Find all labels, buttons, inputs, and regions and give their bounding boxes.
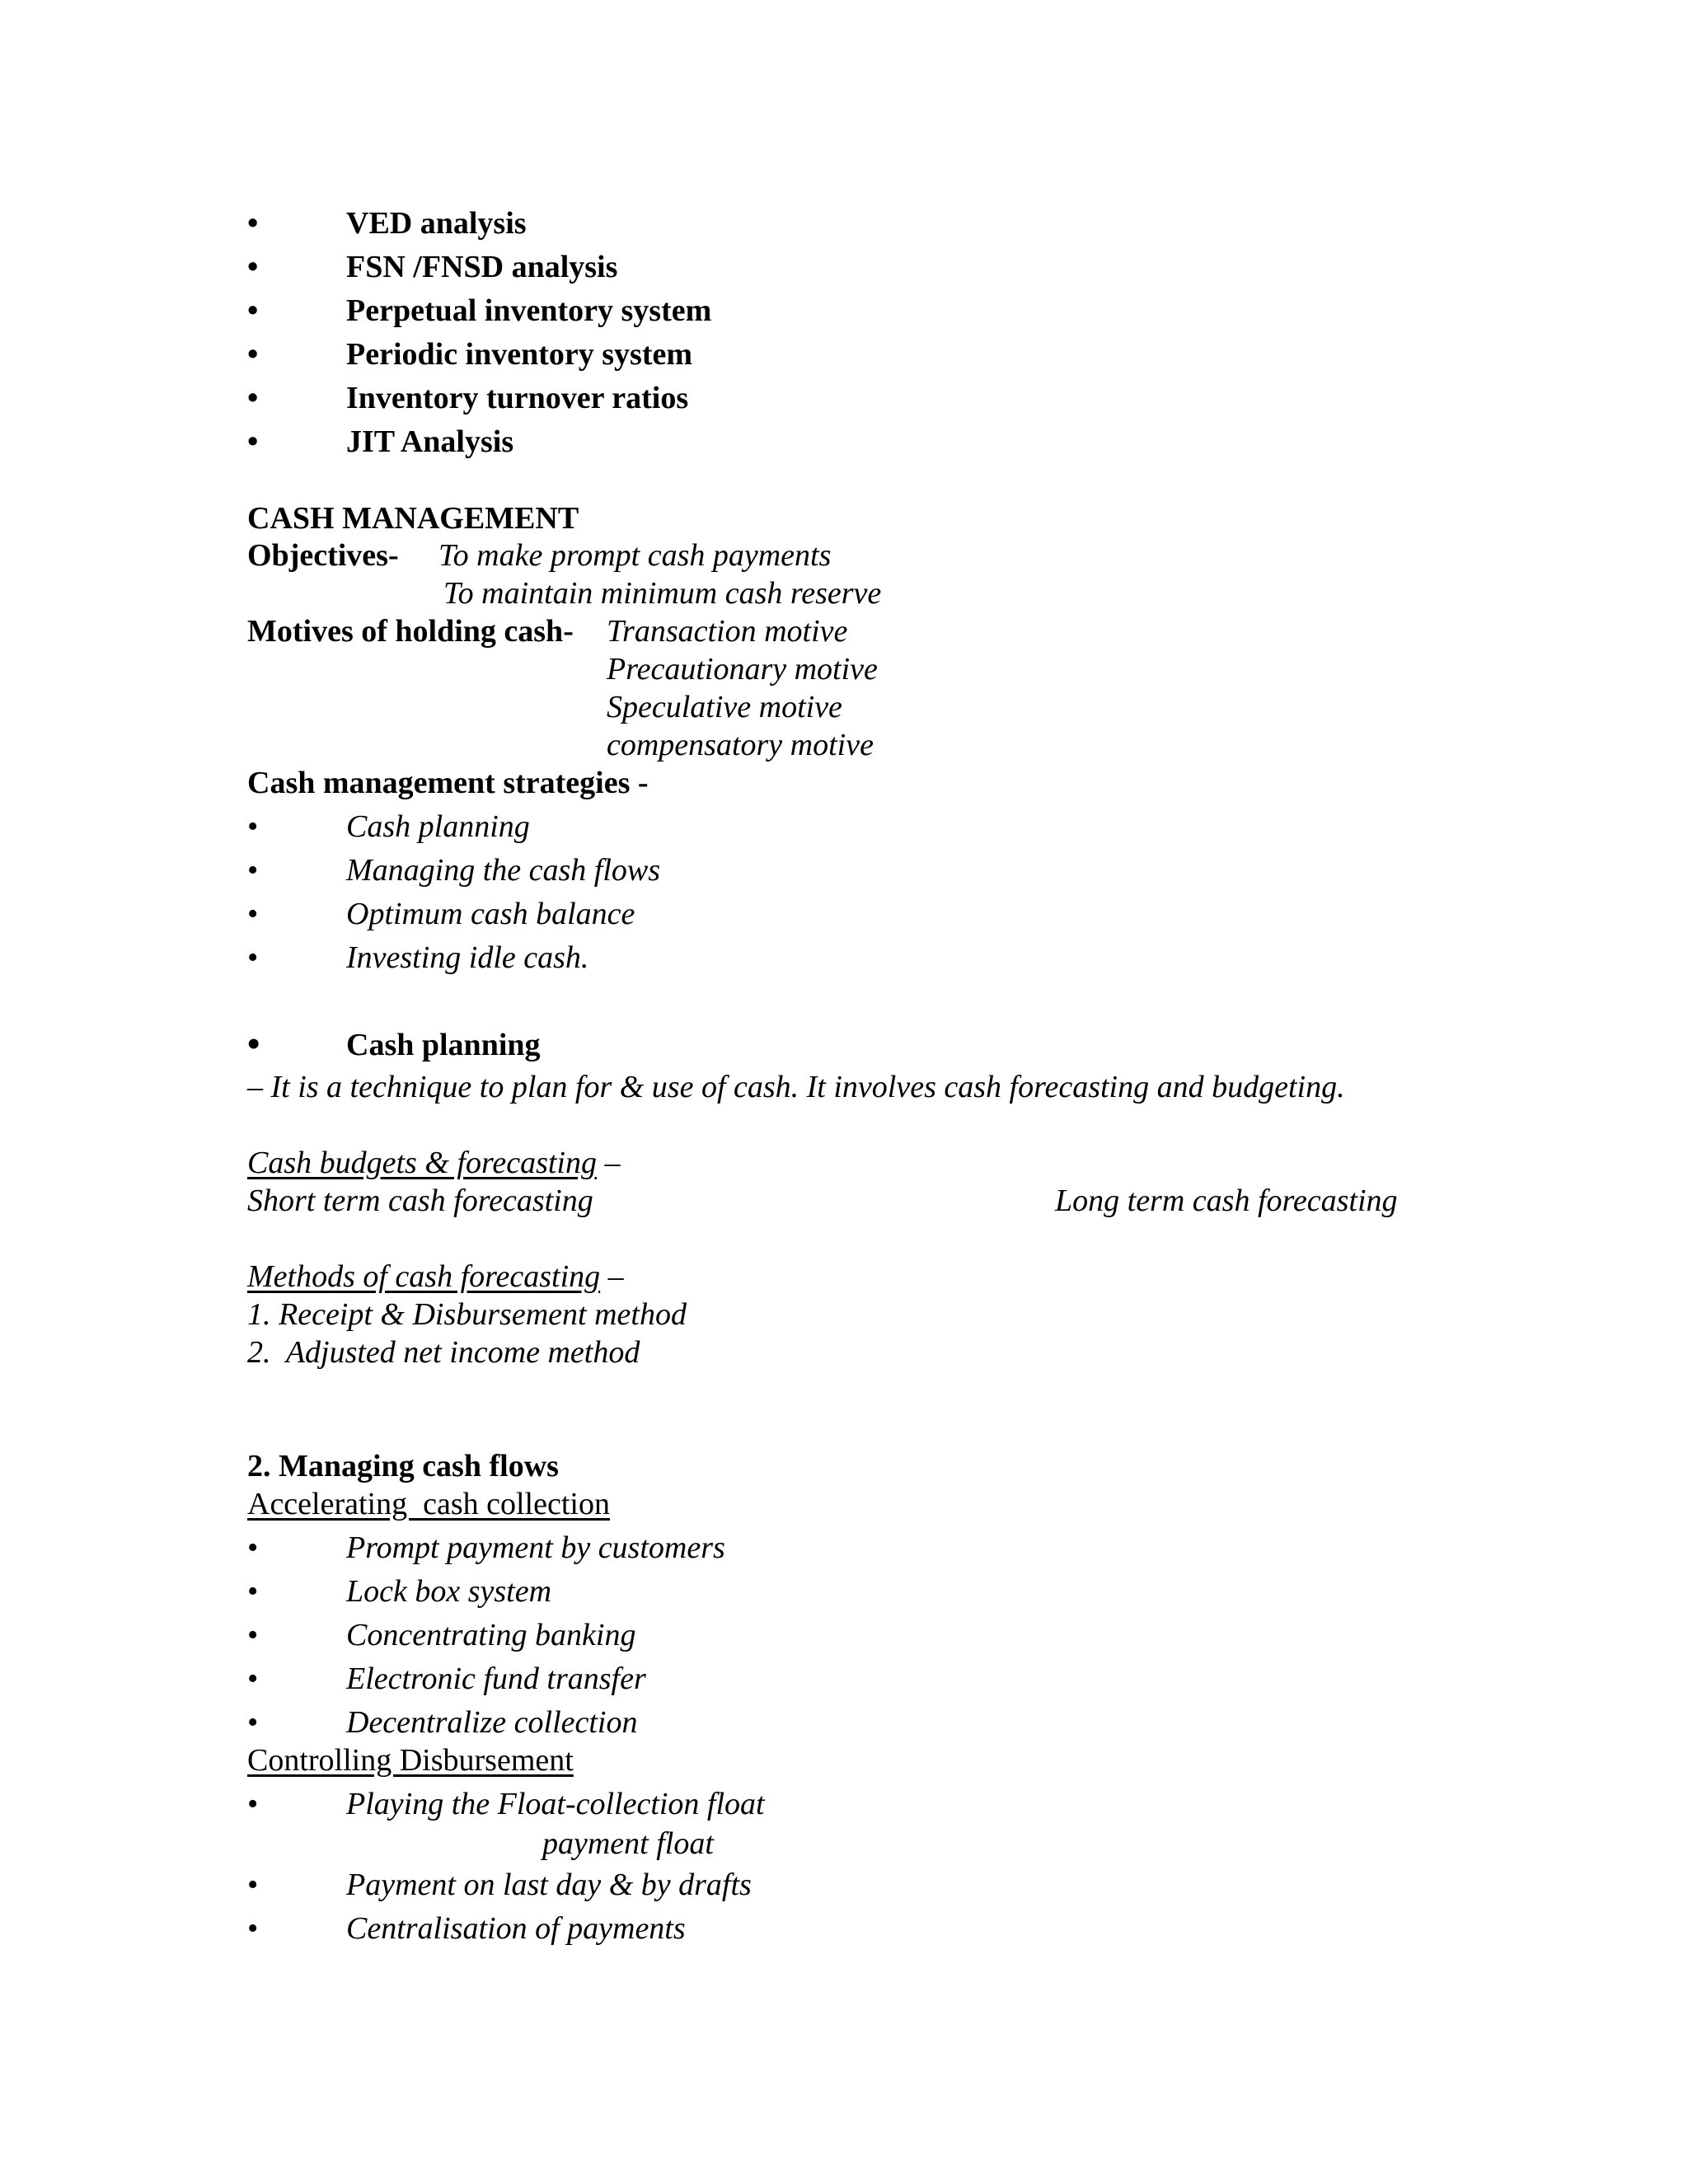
bullet-icon: •: [247, 1868, 259, 1902]
controlling-label: Controlling Disbursement: [247, 1743, 574, 1778]
cash-planning-description: – It is a technique to plan for & use of cash. It involves cash forecasting and budgeting.: [247, 1070, 1345, 1104]
bullet-icon: •: [247, 250, 259, 284]
method-item: 1. Receipt & Disbursement method: [247, 1297, 687, 1332]
bullet-icon: •: [247, 853, 259, 888]
strategy-item: Cash planning: [346, 809, 530, 844]
bullet-icon: •: [247, 1661, 259, 1696]
bullet-icon: •: [247, 1618, 259, 1652]
objective-item: To maintain minimum cash reserve: [443, 576, 882, 611]
accelerating-item: Lock box system: [346, 1574, 552, 1609]
strategy-item: Investing idle cash.: [346, 940, 589, 975]
budgets-heading: [247, 1147, 620, 1179]
bullet-icon: •: [247, 424, 259, 459]
budgets-dash: –: [596, 1146, 621, 1180]
inventory-item-ved: VED analysis: [346, 206, 527, 241]
strategy-item: Managing the cash flows: [346, 853, 661, 888]
controlling-item-continuation: payment float: [542, 1826, 714, 1861]
motive-item: Speculative motive: [607, 690, 842, 724]
budgets-label: Cash budgets & forecasting: [247, 1146, 597, 1180]
bullet-icon: •: [247, 1705, 259, 1740]
bullet-icon: •: [247, 1911, 259, 1946]
bullet-icon: •: [247, 1574, 259, 1609]
bullet-icon: •: [247, 940, 259, 975]
managing-cash-flows-heading: 2. Managing cash flows: [247, 1449, 559, 1483]
inventory-item-periodic: Periodic inventory system: [346, 337, 693, 372]
accelerating-item: Electronic fund transfer: [346, 1661, 646, 1696]
accelerating-item: Prompt payment by customers: [346, 1530, 725, 1565]
short-term-forecasting: Short term cash forecasting: [247, 1183, 593, 1218]
strategies-label: Cash management strategies -: [247, 766, 649, 800]
accelerating-item: Decentralize collection: [346, 1705, 638, 1740]
methods-dash: –: [600, 1259, 624, 1294]
objectives-label: Objectives-: [247, 538, 399, 573]
motive-item: Precautionary motive: [607, 652, 878, 687]
inventory-item-jit: JIT Analysis: [346, 424, 514, 459]
methods-heading: [247, 1261, 624, 1292]
bullet-icon: •: [247, 1787, 259, 1821]
cash-management-heading: CASH MANAGEMENT: [247, 501, 579, 536]
motive-item: compensatory motive: [607, 728, 874, 762]
bullet-icon: •: [247, 1024, 260, 1064]
inventory-item-perpetual: Perpetual inventory system: [346, 293, 712, 328]
inventory-item-fsn: FSN /FNSD analysis: [346, 250, 618, 284]
accelerating-item: Concentrating banking: [346, 1618, 636, 1652]
bullet-icon: •: [247, 1530, 259, 1565]
bullet-icon: •: [247, 337, 259, 372]
cash-planning-title: Cash planning: [346, 1028, 541, 1062]
controlling-item: Centralisation of payments: [346, 1911, 686, 1946]
motive-item: Transaction motive: [607, 614, 848, 649]
methods-label: Methods of cash forecasting: [247, 1259, 601, 1294]
method-item: 2. Adjusted net income method: [247, 1335, 640, 1370]
bullet-icon: •: [247, 293, 259, 328]
strategy-item: Optimum cash balance: [346, 897, 635, 931]
accelerating-label: Accelerating cash collection: [247, 1487, 610, 1521]
bullet-icon: •: [247, 809, 259, 844]
bullet-icon: •: [247, 897, 259, 931]
inventory-item-turnover: Inventory turnover ratios: [346, 381, 689, 415]
controlling-item: Payment on last day & by drafts: [346, 1868, 752, 1902]
motives-label: Motives of holding cash-: [247, 614, 574, 649]
long-term-forecasting: Long term cash forecasting: [1055, 1183, 1398, 1218]
bullet-icon: •: [247, 206, 259, 241]
controlling-item: Playing the Float-collection float: [346, 1787, 765, 1821]
bullet-icon: •: [247, 381, 259, 415]
objective-item: To make prompt cash payments: [438, 538, 832, 573]
